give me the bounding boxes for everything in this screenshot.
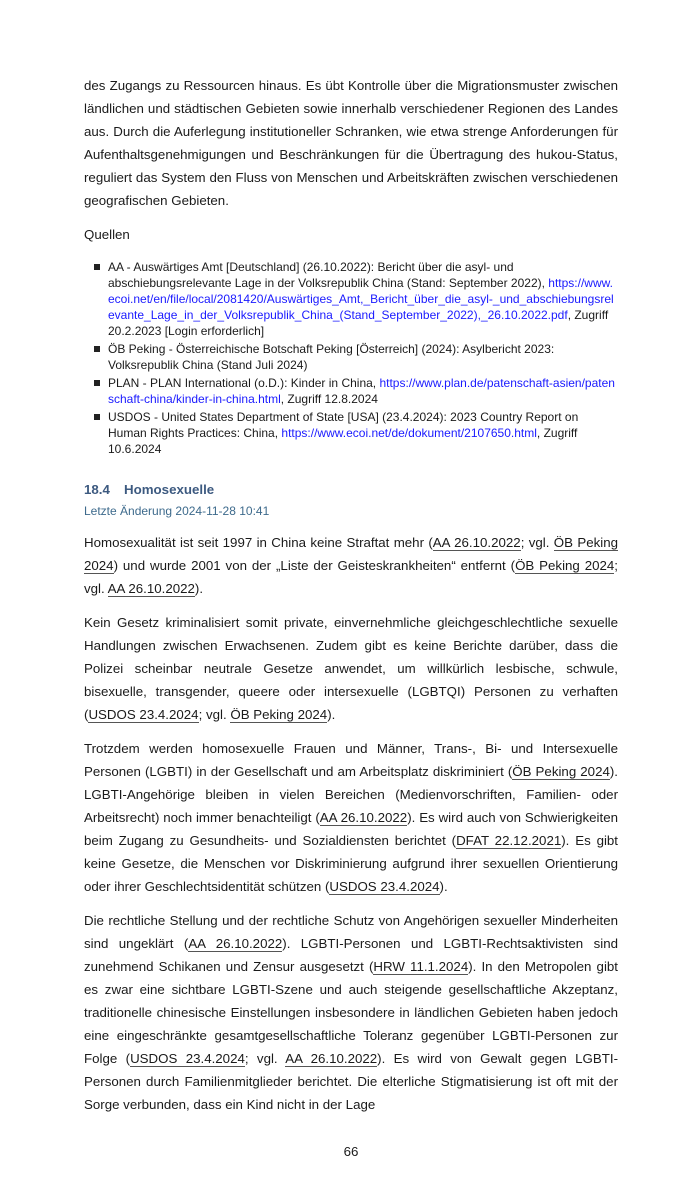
text-segment: ). — [194, 581, 204, 596]
text-segment: Homosexualität ist seit 1997 in China keine Straftat mehr ( — [84, 535, 433, 550]
text-segment: , Zugriff 20.2.2023 [Login erforderlich] — [108, 308, 609, 338]
section-heading — [84, 481, 618, 499]
bullet-icon — [94, 380, 100, 386]
text-segment: Trotzdem werden homosexuelle Frauen und Männer, Trans-, Bi- und Intersexuelle Personen (LGBTI) in der Gesellschaft und am Arbeitsplatz diskriminiert ( — [84, 741, 618, 779]
page-number: 66 — [343, 1144, 359, 1159]
bullet-icon — [94, 264, 100, 270]
citation-link[interactable]: AA 26.10.2022 — [432, 535, 521, 550]
text-segment: des Zugangs zu Ressourcen hinaus. Es übt Kontrolle über die Migrationsmuster zwischen ländlichen und städtischen Gebieten sowie innerhalb verschiedener Regionen des Landes aus. Durch die Auferlegung institutioneller Schranken, wie etwa strenge Anforderungen für Aufenthaltsgenehmigungen und Beschränkungen für die Übertragung des hukou-Status, reguliert das System den Fluss von Menschen und Arbeitskräften zwischen verschiedenen geografischen Gebieten. — [84, 78, 618, 208]
text-segment: , Zugriff 12.8.2024 — [280, 392, 378, 406]
text-segment: ). LGBTI-Personen und LGBTI-Rechtsaktivisten sind zunehmend Schikanen und Zensur ausgesetzt ( — [84, 936, 618, 974]
sources-label: Quellen — [84, 227, 130, 242]
source-item — [92, 259, 618, 339]
paragraph-no-criminalization — [84, 611, 618, 726]
citation-link[interactable]: USDOS 23.4.2024 — [130, 1051, 245, 1066]
text-segment: PLAN - PLAN International (o.D.): Kinder in China, — [108, 376, 380, 390]
text-segment: USDOS - United States Department of State [USA] (23.4.2024): 2023 Country Report on Human Rights Practices: China, — [108, 410, 579, 440]
source-item — [92, 341, 618, 373]
paragraph-legal-protection — [84, 909, 618, 1116]
bullet-icon — [94, 414, 100, 420]
source-url-link[interactable]: https://www.ecoi.net/en/file/local/2081420/Auswärtiges_Amt,_Bericht_über_die_asyl-_und_abschiebungsrelevante_Lage_in_der_Volksrepublik_China_(Stand_September_2022),_26.10.2022.pdf — [108, 276, 614, 322]
citation-link[interactable]: ÖB Peking 2024 — [512, 764, 610, 779]
sources-list — [92, 259, 618, 459]
citation-link[interactable]: ÖB Peking 2024 — [515, 558, 615, 573]
text-segment: ). In den Metropolen gibt es zwar eine sichtbare LGBTI-Szene und auch steigende gesellschaftliche Akzeptanz, traditionelle chinesische Einstellungen insbesondere in ländlichen Gebieten haben jedoch eine eingeschränkte gesamtgesellschaftliche Toleranz gegenüber LGBTI-Personen zur Folge ( — [84, 959, 618, 1066]
text-segment: Die rechtliche Stellung und der rechtliche Schutz von Angehörigen sexueller Minderheiten sind ungeklärt ( — [84, 913, 618, 951]
text-segment: ; vgl. — [244, 1051, 286, 1066]
text-segment: ). Es wird auch von Schwierigkeiten beim Zugang zu Gesundheits- und Sozialdiensten berichtet ( — [84, 810, 618, 848]
paragraph-hukou — [84, 74, 618, 212]
source-item — [92, 375, 618, 407]
citation-link[interactable]: HRW 11.1.2024 — [373, 959, 469, 974]
text-segment: ; vgl. — [198, 707, 231, 722]
citation-link[interactable]: USDOS 23.4.2024 — [329, 879, 440, 894]
source-url-link[interactable]: https://www.plan.de/patenschaft-asien/patenschaft-china/kinder-in-china.html — [108, 376, 615, 406]
citation-link[interactable]: ÖB Peking 2024 — [230, 707, 328, 722]
section-title: Homosexuelle — [124, 482, 215, 497]
citation-link[interactable]: AA 26.10.2022 — [285, 1051, 378, 1066]
text-segment: ). — [327, 707, 336, 722]
citation-link[interactable]: AA 26.10.2022 — [107, 581, 195, 596]
section-number: 18.4 — [84, 482, 110, 497]
bullet-icon — [94, 346, 100, 352]
text-segment: ). Es wird von Gewalt gegen LGBTI-Personen durch Familienmitglieder berichtet. Die elterliche Stigmatisierung ist oft mit der Sorge verbunden, dass ein Kind nicht in der Lage — [84, 1051, 619, 1112]
last-changed: Letzte Änderung 2024-11-28 10:41 — [84, 504, 270, 518]
source-item — [92, 409, 618, 457]
text-segment: Kein Gesetz kriminalisiert somit private, einvernehmliche gleichgeschlechtliche sexuelle Handlungen zwischen Erwachsenen. Zudem gibt es keine Berichte darüber, dass die Polizei scheinbar neutrale Gesetze anwendet, um willkürlich lesbische, schwule, bisexuelle, transgender, queere oder intersexuelle (LGBTQI) Personen zu verhaften ( — [84, 615, 618, 722]
source-url-link[interactable]: https://www.ecoi.net/de/dokument/2107650.html — [281, 426, 537, 440]
citation-link[interactable]: AA 26.10.2022 — [188, 936, 283, 951]
text-segment: ÖB Peking - Österreichische Botschaft Peking [Österreich] (2024): Asylbericht 2023: Volksrepublik China (Stand Juli 2024) — [108, 342, 555, 372]
text-segment: ; vgl. — [84, 558, 618, 596]
citation-link[interactable]: DFAT 22.12.2021 — [456, 833, 562, 848]
citation-link[interactable]: ÖB Peking 2024 — [84, 535, 618, 573]
citation-link[interactable]: USDOS 23.4.2024 — [88, 707, 199, 722]
text-segment: ). — [439, 879, 448, 894]
citation-link[interactable]: AA 26.10.2022 — [319, 810, 408, 825]
text-segment: ; vgl. — [520, 535, 554, 550]
text-segment: , Zugriff 10.6.2024 — [108, 426, 578, 456]
paragraph-discrimination — [84, 737, 618, 898]
text-segment: ). LGBTI-Angehörige bleiben in vielen Bereichen (Medienvorschriften, Familien- oder Arbeitsrecht) noch immer benachteiligt ( — [84, 764, 618, 825]
paragraph-legal-status — [84, 531, 618, 600]
text-segment: AA - Auswärtiges Amt [Deutschland] (26.10.2022): Bericht über die asyl- und abschiebungsrelevante Lage in der Volksrepublik China (Stand: September 2022), — [108, 260, 549, 290]
text-segment: ). Es gibt keine Gesetze, die Menschen vor Diskriminierung aufgrund ihrer sexuellen Orientierung oder ihrer Geschlechtsidentität schützen ( — [84, 833, 619, 894]
text-segment: ) und wurde 2001 von der „Liste der Geisteskrankheiten“ entfernt ( — [113, 558, 516, 573]
